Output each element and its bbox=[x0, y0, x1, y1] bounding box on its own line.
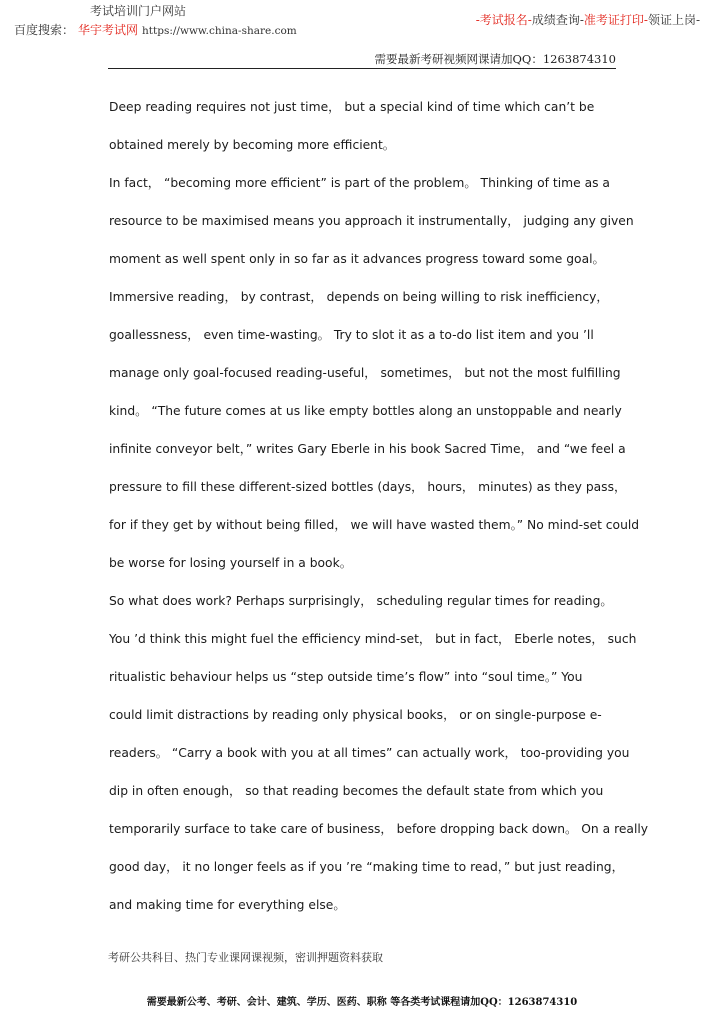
text-line: dip in often enough， so that reading becomes the default state from which you bbox=[109, 784, 604, 798]
text-line: resource to be maximised means you approach it instrumentally， judging any given bbox=[109, 214, 634, 228]
footer-note: 考研公共科目、热门专业课网课视频，密训押题资料获取 bbox=[108, 951, 383, 964]
nav-exam-registration[interactable]: -考试报名- bbox=[475, 13, 532, 27]
text-line: temporarily surface to take care of business， before dropping back down。 On a really bbox=[109, 822, 649, 836]
site-title: 考试培训门户网站 bbox=[90, 4, 187, 18]
text-line: So what does work? Perhaps surprisingly， scheduling regular times for reading。 bbox=[109, 594, 613, 608]
text-line: be worse for losing yourself in a book。 bbox=[109, 556, 352, 570]
article-body bbox=[109, 88, 649, 924]
header-divider bbox=[108, 68, 616, 69]
header-nav bbox=[476, 11, 700, 28]
search-hint bbox=[14, 21, 297, 38]
brand-link[interactable]: 华宇考试网 bbox=[78, 23, 139, 37]
text-line: readers。 “Carry a book with you at all times” can actually work， too-providing you bbox=[109, 746, 630, 760]
nav-admission-ticket[interactable]: 准考证打印- bbox=[583, 13, 648, 27]
text-line: goallessness， even time-wasting。 Try to slot it as a to-do list item and you ’ll bbox=[109, 328, 594, 342]
text-line: moment as well spent only in so far as it advances progress toward some goal。 bbox=[109, 252, 605, 266]
text-line: kind。 “The future comes at us like empty bottles along an unstoppable and nearly bbox=[109, 404, 622, 418]
text-line: Deep reading requires not just time， but a special kind of time which can’t be bbox=[109, 100, 595, 114]
text-line: manage only goal-focused reading-useful， sometimes， but not the most fulfilling bbox=[109, 366, 621, 380]
text-line: ritualistic behaviour helps us “step outside time’s flow” into “soul time。” You bbox=[109, 670, 583, 684]
qq-notice: 需要最新考研视频网课请加QQ：1263874310 bbox=[374, 52, 616, 66]
search-label: 百度搜索： bbox=[14, 23, 75, 37]
nav-certificate[interactable]: 领证上岗- bbox=[647, 13, 700, 27]
footer-contact: 需要最新公考、考研、会计、建筑、学历、医药、职称 等各类考试课程请加QQ：1263874310 bbox=[146, 997, 578, 1008]
site-url[interactable]: https://www.china-share.com bbox=[142, 25, 297, 37]
text-line: Immersive reading， by contrast， depends on being willing to risk inefficiency， bbox=[109, 290, 609, 304]
text-line: for if they get by without being filled， we will have wasted them。” No mind-set could bbox=[109, 518, 640, 532]
text-line: good day， it no longer feels as if you ’re “making time to read，” but just reading， bbox=[109, 860, 624, 874]
text-line: pressure to fill these different-sized bottles (days， hours， minutes) as they pass， bbox=[109, 480, 627, 494]
text-line: obtained merely by becoming more efficient。 bbox=[109, 138, 396, 152]
text-line: could limit distractions by reading only physical books， or on single-purpose e- bbox=[109, 708, 602, 722]
text-line: infinite conveyor belt，” writes Gary Eberle in his book Sacred Time， and “we feel a bbox=[109, 442, 626, 456]
text-line: and making time for everything else。 bbox=[109, 898, 346, 912]
text-line: You ’d think this might fuel the efficiency mind-set， but in fact， Eberle notes， such bbox=[109, 632, 637, 646]
text-line: In fact， “becoming more efficient” is part of the problem。 Thinking of time as a bbox=[109, 176, 610, 190]
nav-score-query[interactable]: 成绩查询- bbox=[531, 13, 584, 27]
